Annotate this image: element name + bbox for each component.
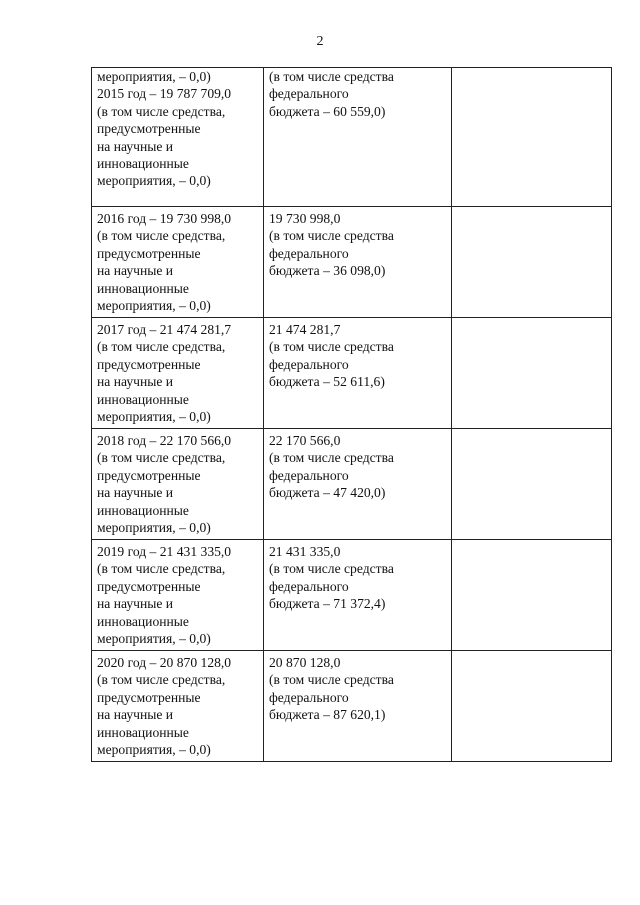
empty-cell xyxy=(452,651,612,762)
year-total-cell: 2018 год – 22 170 566,0 (в том числе средства, предусмотренные на научные и инновационные мероприятия, – 0,0) xyxy=(92,429,264,540)
year-total-cell: 2019 год – 21 431 335,0 (в том числе средства, предусмотренные на научные и инновационные мероприятия, – 0,0) xyxy=(92,540,264,651)
funding-cell: 21 474 281,7 (в том числе средства федерального бюджета – 52 611,6) xyxy=(264,318,452,429)
year-total-cell: 2016 год – 19 730 998,0 (в том числе средства, предусмотренные на научные и инновационные мероприятия, – 0,0) xyxy=(92,207,264,318)
table-row xyxy=(92,207,612,318)
funding-cell: (в том числе средства федерального бюджета – 60 559,0) xyxy=(264,68,452,207)
table-row xyxy=(92,651,612,762)
empty-cell xyxy=(452,207,612,318)
page-number: 2 xyxy=(316,34,324,49)
empty-cell xyxy=(452,318,612,429)
table-row xyxy=(92,318,612,429)
table-row xyxy=(92,68,612,207)
table-row xyxy=(92,540,612,651)
empty-cell xyxy=(452,68,612,207)
funding-cell: 19 730 998,0 (в том числе средства федерального бюджета – 36 098,0) xyxy=(264,207,452,318)
empty-cell xyxy=(452,540,612,651)
funding-cell: 22 170 566,0 (в том числе средства федерального бюджета – 47 420,0) xyxy=(264,429,452,540)
year-total-cell: 2020 год – 20 870 128,0 (в том числе средства, предусмотренные на научные и инновационные мероприятия, – 0,0) xyxy=(92,651,264,762)
table-row xyxy=(92,429,612,540)
funding-cell: 21 431 335,0 (в том числе средства федерального бюджета – 71 372,4) xyxy=(264,540,452,651)
budget-table xyxy=(91,67,612,762)
funding-cell: 20 870 128,0 (в том числе средства федерального бюджета – 87 620,1) xyxy=(264,651,452,762)
year-total-cell: мероприятия, – 0,0) 2015 год – 19 787 709,0 (в том числе средства, предусмотренные на научные и инновационные мероприятия, – 0,0) xyxy=(92,68,264,207)
empty-cell xyxy=(452,429,612,540)
year-total-cell: 2017 год – 21 474 281,7 (в том числе средства, предусмотренные на научные и инновационные мероприятия, – 0,0) xyxy=(92,318,264,429)
